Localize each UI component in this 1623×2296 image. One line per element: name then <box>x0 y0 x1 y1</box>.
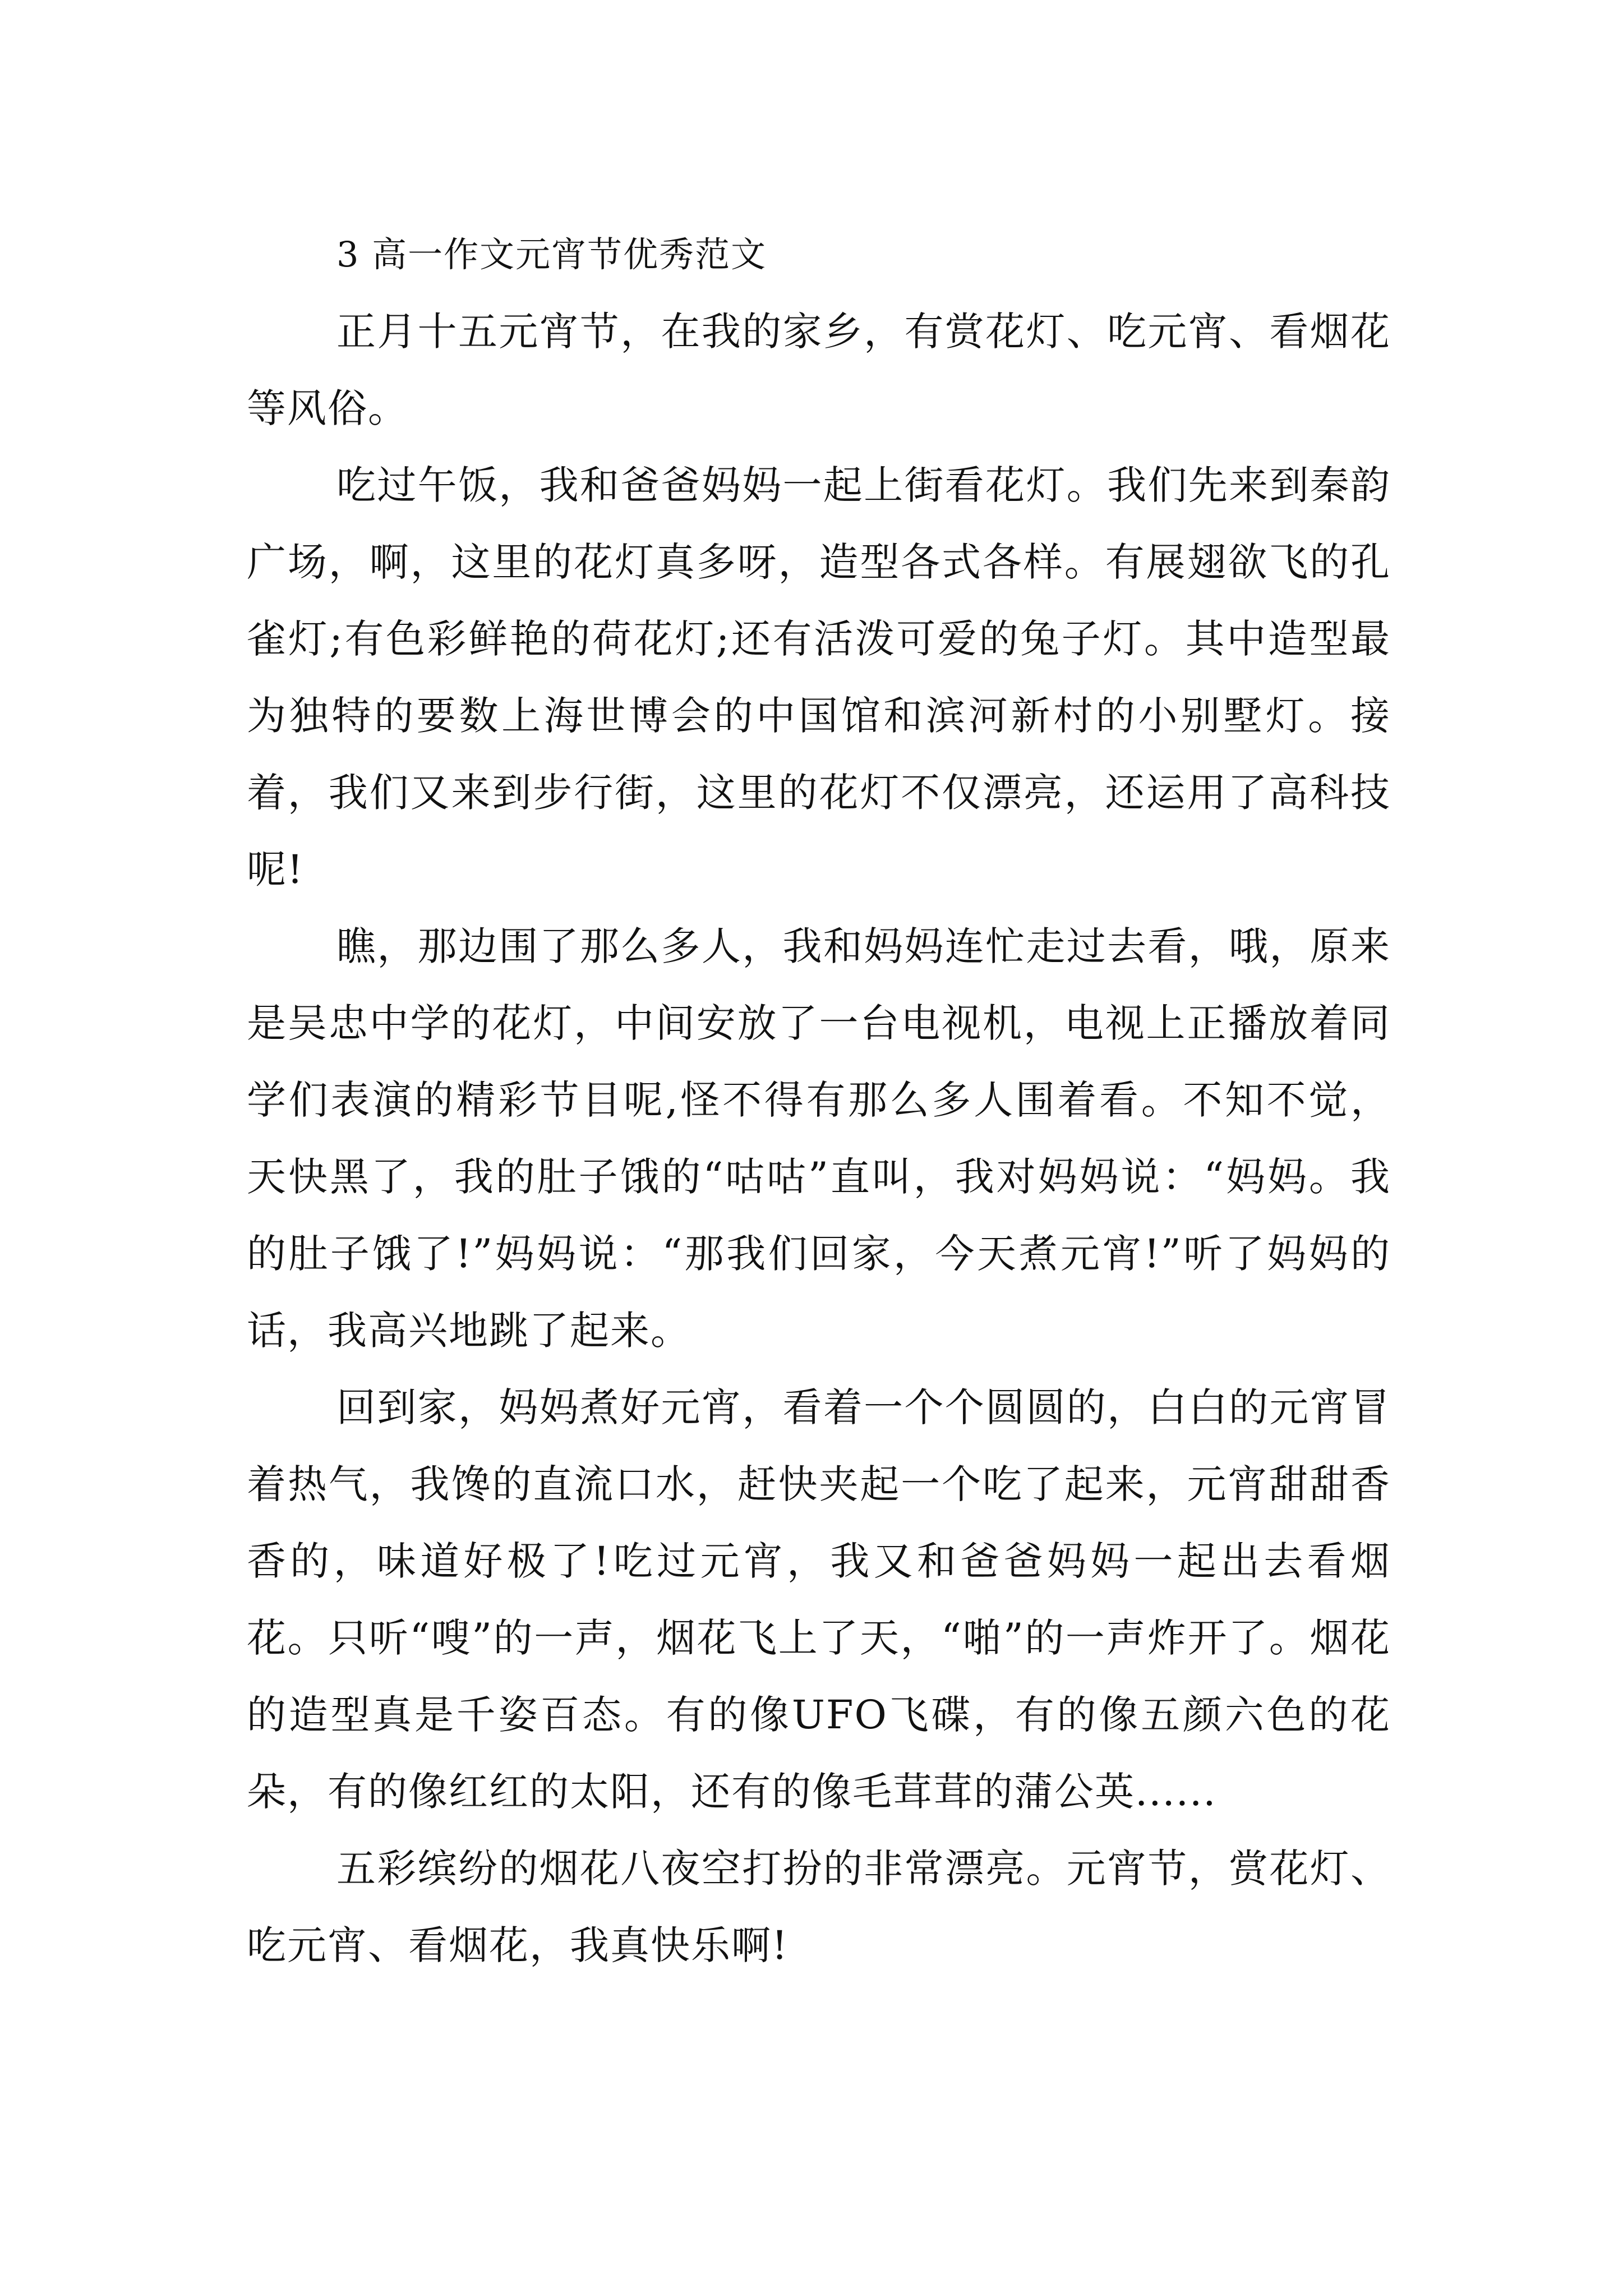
essay-paragraph-2: 吃过午饭，我和爸爸妈妈一起上街看花灯。我们先来到秦韵广场，啊，这里的花灯真多呀，造型各式各样。有展翅欲飞的孔雀灯;有色彩鲜艳的荷花灯;还有活泼可爱的兔子灯。其中造型最为独特的要数上海世博会的中国馆和滨河新村的小别墅灯。接着，我们又来到步行街，这里的花灯不仅漂亮，还运用了高科技呢! <box>247 462 1391 892</box>
essay-body <box>247 216 1391 1984</box>
essay-paragraph-1: 正月十五元宵节，在我的家乡，有赏花灯、吃元宵、看烟花等风俗。 <box>247 309 1391 431</box>
essay-paragraph-4: 回到家，妈妈煮好元宵，看着一个个圆圆的，白白的元宵冒着热气，我馋的直流口水，赶快夹起一个吃了起来，元宵甜甜香香的，味道好极了!吃过元宵，我又和爸爸妈妈一起出去看烟花。只听“嗖”的一声，烟花飞上了天，“啪”的一声炸开了。烟花的造型真是千姿百态。有的像UFO飞碟，有的像五颜六色的花朵，有的像红红的太阳，还有的像毛茸茸的蒲公英...... <box>247 1384 1391 1815</box>
essay-paragraph-5: 五彩缤纷的烟花八夜空打扮的非常漂亮。元宵节，赏花灯、吃元宵、看烟花，我真快乐啊! <box>247 1846 1391 1968</box>
essay-title: 3 高一作文元宵节优秀范文 <box>336 234 767 275</box>
essay-paragraph-3: 瞧，那边围了那么多人，我和妈妈连忙走过去看，哦，原来是吴忠中学的花灯，中间安放了一台电视机，电视上正播放着同学们表演的精彩节目呢,怪不得有那么多人围着看。不知不觉，天快黑了，我的肚子饿的“咕咕”直叫，我对妈妈说：“妈妈。我的肚子饿了!”妈妈说：“那我们回家，今天煮元宵!”听了妈妈的话，我高兴地跳了起来。 <box>247 923 1391 1354</box>
